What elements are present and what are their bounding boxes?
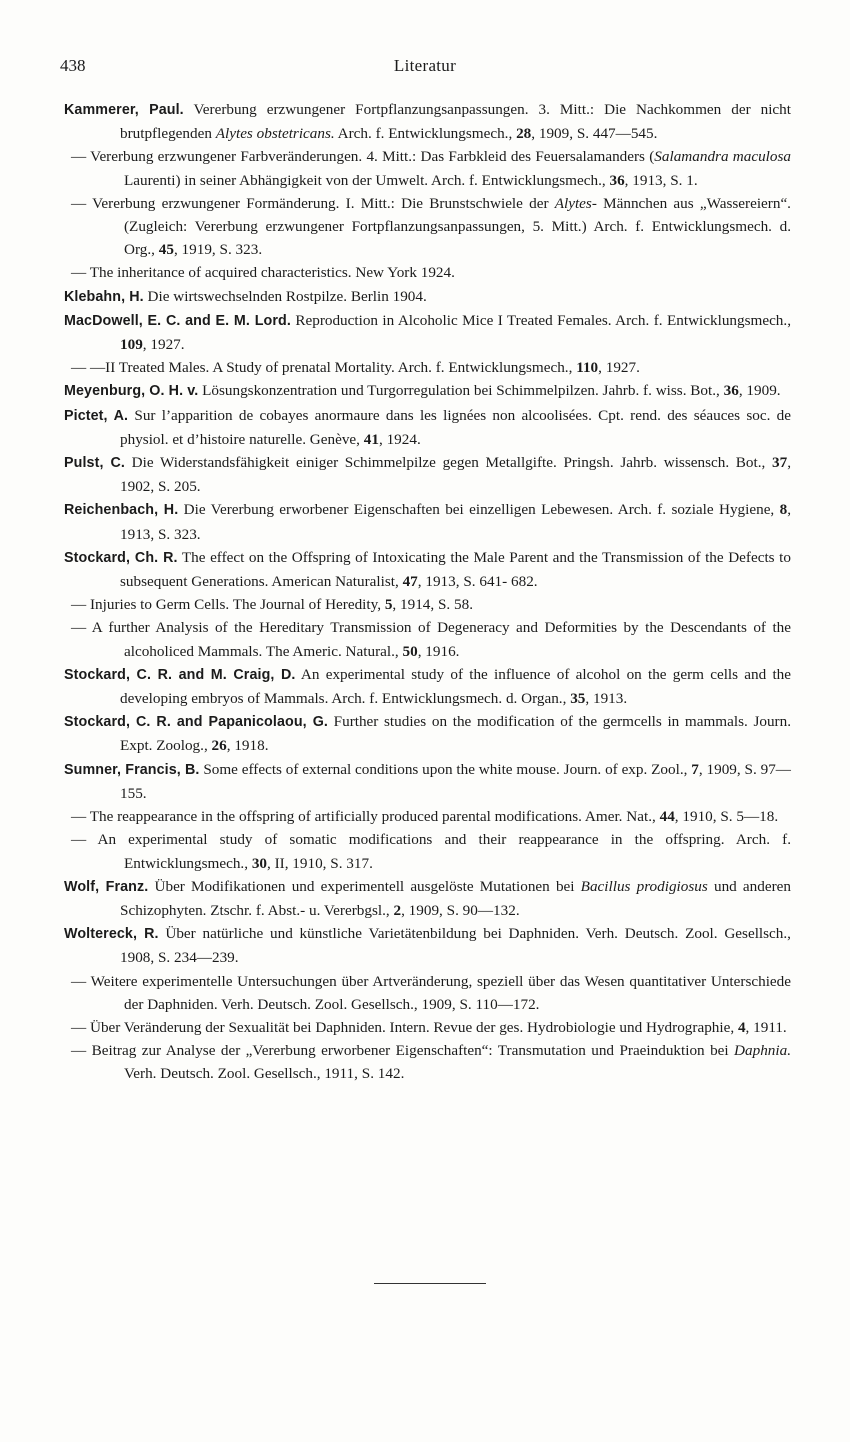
- entry-text: , 1909, S. 90—132.: [401, 901, 520, 919]
- ditto-dash: —: [71, 264, 87, 282]
- ditto-dash: — —: [71, 359, 106, 377]
- entry-text: Sur l’apparition de cobayes anormaure dans les lignées non alcoolisées. Cpt. rend. des séauces soc. de physiol. et d’histoire naturelle. Genève,: [120, 406, 791, 448]
- entry-text: A further Analysis of the Hereditary Transmission of Degeneracy and Deformities by the Descendants of the alcoholiced Mammals. The Americ. Natural.,: [86, 619, 791, 660]
- entry-text: The inheritance of acquired characteristics. New York 1924.: [86, 264, 455, 282]
- bibliography-entry: [64, 192, 791, 262]
- ditto-dash: —: [71, 1042, 87, 1060]
- entry-text: , 1902, S. 205.: [120, 454, 791, 496]
- ditto-dash: —: [71, 972, 87, 990]
- bibliography-entry: [64, 356, 791, 379]
- entry-text: , 1916.: [417, 642, 460, 660]
- entry-text: Injuries to Germ Cells. The Journal of Heredity,: [86, 596, 385, 614]
- entry-text: Vererbung erzwungener Formänderung. I. Mitt.: Die Brunstschwiele der: [86, 194, 555, 212]
- entry-author: Reichenbach, H.: [64, 502, 179, 519]
- entry-text: , 1909, S. 447—545.: [531, 125, 658, 143]
- bibliography-entry: [64, 285, 791, 309]
- entry-text: Lösungskonzentration und Turgorregulation bei Schimmelpilzen. Jahrb. f. wiss. Bot.,: [198, 382, 724, 400]
- entry-text: , 1924.: [378, 430, 421, 448]
- entry-volume: 44: [659, 808, 675, 826]
- entry-author: Sumner, Francis, B.: [64, 761, 200, 778]
- entry-author: Pulst, C.: [64, 455, 125, 472]
- entry-italic-text: Daphnia.: [734, 1042, 791, 1060]
- bibliography-entry: [64, 546, 791, 593]
- bibliography-entry: [64, 828, 791, 874]
- entry-author: Kammerer, Paul.: [64, 102, 184, 118]
- ditto-dash: —: [71, 808, 87, 826]
- entry-volume: 8: [779, 501, 788, 519]
- bibliography-entry: [64, 261, 791, 284]
- entry-text: , 1913, S. 641- 682.: [417, 573, 538, 591]
- entry-text: II Treated Males. A Study of prenatal Mortality. Arch. f. Entwicklungsmech.,: [105, 359, 577, 377]
- entry-text: , 1910, S. 5—18.: [674, 808, 779, 826]
- entry-text: Die wirtswechselnden Rostpilze. Berlin 1904.: [143, 287, 427, 305]
- entry-volume: 47: [402, 573, 418, 591]
- entry-text: Weitere experimentelle Untersuchungen über Artveränderung, speziell über das Wesen quantitativer Unterschiede der Daphniden. Verh. Deutsch. Zool. Gesellsch., 1909, S. 110—172.: [86, 972, 791, 1013]
- ditto-dash: —: [71, 194, 87, 212]
- entry-volume: 45: [158, 241, 174, 259]
- bibliography-entry: [64, 309, 791, 356]
- entry-text: Über Modifikationen und experimentell ausgelöste Mutationen bei: [148, 877, 581, 895]
- ditto-dash: —: [71, 831, 87, 849]
- entry-volume: 35: [570, 690, 586, 708]
- entry-text: Männchen aus „Wassereiern“. (Zugleich: Vererbung erzwungener Fortpflanzungsanpassungen, 5. Mitt.) Arch. f. Entwicklungsmech. d. Org.,: [124, 194, 791, 259]
- entry-author: MacDowell, E. C. and E. M. Lord.: [64, 312, 291, 329]
- bibliography-entry: [64, 758, 791, 805]
- bibliography-entry: [64, 379, 791, 403]
- entry-text: The effect on the Offspring of Intoxicating the Male Parent and the Transmission of the Defects to subsequent Generations. American Naturalist,: [120, 548, 791, 591]
- bibliography-entry: [64, 98, 791, 145]
- bibliography-entry: [64, 805, 791, 828]
- entry-text: Beitrag zur Analyse der „Vererbung erworbener Eigenschaften“: Transmutation und Praeinduktion bei: [86, 1042, 735, 1060]
- bibliography-entry: [64, 1016, 791, 1039]
- entry-text: Reproduction in Alcoholic Mice I Treated Females. Arch. f. Entwicklungsmech.,: [290, 311, 791, 329]
- ditto-dash: —: [71, 1018, 87, 1036]
- ditto-dash: —: [71, 619, 87, 637]
- entry-author: Stockard, Ch. R.: [64, 549, 178, 566]
- bibliography-entry: [64, 404, 791, 451]
- page-number: 438: [60, 56, 86, 75]
- entry-italic-text: Salamandra maculosa: [654, 148, 791, 166]
- bibliography-entry: [64, 1039, 791, 1085]
- entry-italic-text: Alytes-: [554, 194, 597, 212]
- entry-text: Laurenti) in seiner Abhängigkeit von der Umwelt. Arch. f. Entwicklungsmech.,: [124, 171, 610, 189]
- entry-text: , 1914, S. 58.: [392, 596, 473, 614]
- entry-text: Über natürliche und künstliche Varietätenbildung bei Daphniden. Verh. Deutsch. Zool. Gesellsch., 1908, S. 234—239.: [120, 925, 791, 967]
- entry-author: Klebahn, H.: [64, 288, 144, 305]
- entry-volume: 36: [723, 382, 739, 400]
- entry-text: , 1918.: [226, 737, 269, 755]
- bibliography-entry: [64, 875, 791, 922]
- entry-author: Woltereck, R.: [64, 926, 159, 943]
- entry-volume: 2: [393, 901, 402, 919]
- entry-text: , 1913, S. 1.: [624, 171, 698, 189]
- entry-text: , II, 1910, S. 317.: [267, 854, 373, 872]
- bibliography-entry: [64, 616, 791, 662]
- entry-text: , 1909.: [738, 382, 781, 400]
- entry-volume: 37: [772, 454, 788, 472]
- bibliography-entry: [64, 451, 791, 498]
- bibliography-entry: [64, 145, 791, 191]
- entry-text: , 1911.: [745, 1018, 787, 1036]
- running-header: [60, 56, 790, 82]
- entry-text: An experimental study of somatic modifications and their reappearance in the offspring. Arch. f. Entwicklungsmech.,: [86, 831, 791, 872]
- entry-author: Pictet, A.: [64, 407, 129, 424]
- entry-text: , 1919, S. 323.: [173, 241, 263, 259]
- entry-text: The reappearance in the offspring of artificially produced parental modifications. Amer. Nat.,: [86, 808, 660, 826]
- bibliography-entry: [64, 922, 791, 969]
- entry-text: Vererbung erzwungener Fortpflanzungsanpassungen. 3. Mitt.: Die Nachkommen der nicht brutpflegenden: [120, 101, 791, 143]
- entry-volume: 50: [402, 642, 418, 660]
- entry-author: Wolf, Franz.: [64, 878, 149, 895]
- bibliography-entry: [64, 663, 791, 710]
- entry-author: Stockard, C. R. and Papanicolaou, G.: [64, 714, 328, 731]
- entry-volume: 41: [363, 430, 379, 448]
- entry-text: Die Widerstandsfähigkeit einiger Schimmelpilze gegen Metallgifte. Pringsh. Jahrb. wissensch. Bot.,: [124, 454, 773, 472]
- entry-text: Vererbung erzwungener Farbveränderungen. 4. Mitt.: Das Farbkleid des Feuersalamanders (: [86, 148, 655, 166]
- entry-italic-text: Bacillus prodigiosus: [580, 877, 708, 895]
- entry-text: Verh. Deutsch. Zool. Gesellsch., 1911, S. 142.: [124, 1065, 405, 1083]
- entry-volume: 110: [576, 359, 599, 377]
- bibliography-list: [64, 98, 791, 1086]
- entry-text: Arch. f. Entwicklungsmech.,: [334, 125, 517, 143]
- entry-text: , 1927.: [142, 336, 185, 354]
- entry-text: und anderen Schizophyten. Ztschr. f. Abst.- u. Vererbgsl.,: [120, 877, 791, 919]
- entry-italic-text: Alytes obstetricans.: [215, 125, 335, 143]
- ditto-dash: —: [71, 596, 87, 614]
- entry-text: Die Vererbung erworbener Eigenschaften bei einzelligen Lebewesen. Arch. f. soziale Hygiene,: [178, 501, 780, 519]
- entry-volume: 4: [737, 1018, 746, 1036]
- entry-text: , 1927.: [598, 359, 640, 377]
- entry-volume: 26: [211, 737, 227, 755]
- entry-volume: 109: [120, 336, 143, 354]
- entry-volume: 28: [516, 125, 532, 143]
- entry-text: , 1913.: [585, 690, 628, 708]
- entry-text: Über Veränderung der Sexualität bei Daphniden. Intern. Revue der ges. Hydrobiologie und Hydrographie,: [86, 1018, 738, 1036]
- entry-text: Further studies on the modification of the germcells in mammals. Journ. Expt. Zoolog.,: [120, 713, 791, 755]
- entry-volume: 5: [384, 596, 393, 614]
- entry-volume: 30: [251, 854, 267, 872]
- entry-author: Stockard, C. R. and M. Craig, D.: [64, 666, 296, 683]
- entry-text: Some effects of external conditions upon the white mouse. Journ. of exp. Zool.,: [199, 760, 692, 778]
- entry-text: An experimental study of the influence of alcohol on the germ cells and the developing embryos of Mammals. Arch. f. Entwicklungsmech. d. Organ.,: [120, 665, 791, 708]
- end-rule: [374, 1283, 486, 1284]
- entry-volume: 36: [609, 171, 625, 189]
- bibliography-entry: [64, 970, 791, 1016]
- bibliography-entry: [64, 498, 791, 545]
- running-title: Literatur: [393, 56, 457, 75]
- entry-text: , 1913, S. 323.: [120, 501, 791, 543]
- entry-volume: 7: [691, 760, 699, 778]
- entry-text: , 1909, S. 97—155.: [120, 760, 791, 802]
- ditto-dash: —: [71, 148, 87, 166]
- bibliography-entry: [64, 710, 791, 757]
- entry-author: Meyenburg, O. H. v.: [64, 383, 199, 400]
- bibliography-entry: [64, 593, 791, 616]
